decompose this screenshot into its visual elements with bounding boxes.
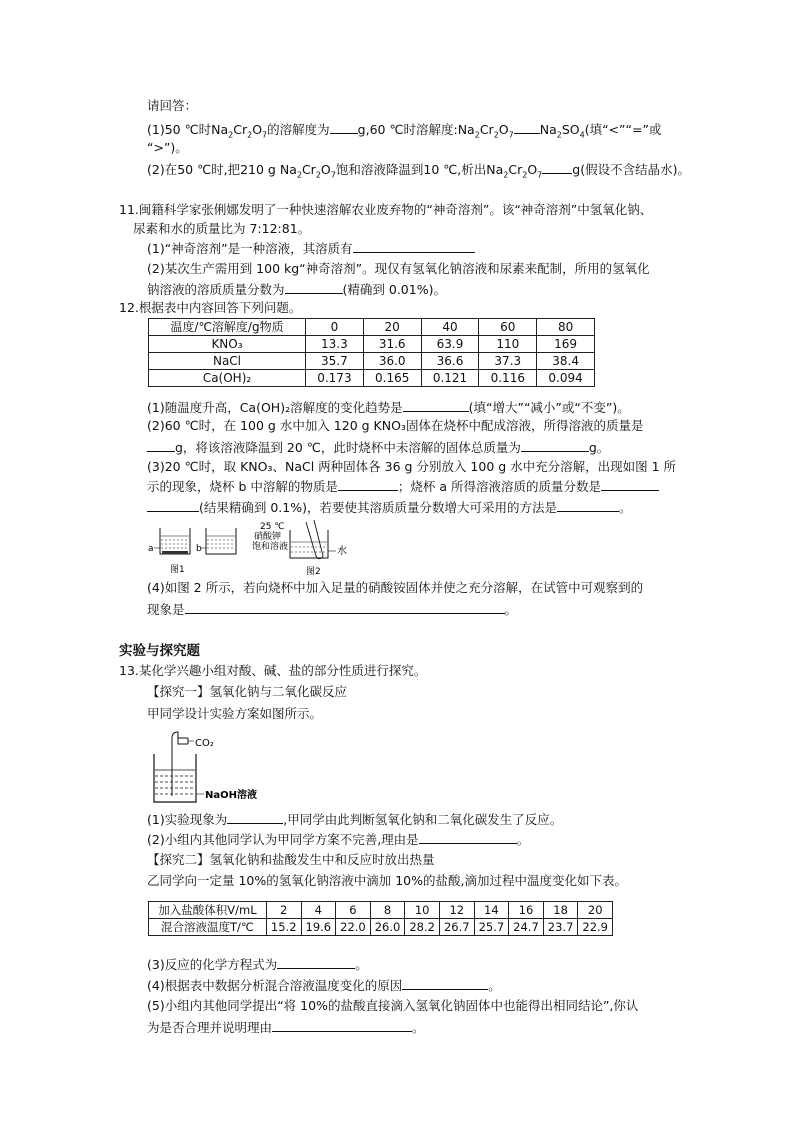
q11-part2: (2)某次生产需用到 100 kg“神奇溶剂”。现仅有氢氧化钠溶液和尿素来配制，所用的氢氧化 [147, 261, 650, 276]
q13-part5-cont: 为是否合理并说明理由 。 [147, 1020, 425, 1035]
beaker-a-icon [160, 528, 190, 554]
beaker-figures [148, 520, 358, 580]
q12-answer-blank-2[interactable] [147, 439, 175, 452]
beaker-b-icon [206, 528, 236, 554]
temp-label: 25 ℃ [260, 522, 285, 532]
salt-label-2: 饱和溶液 [252, 542, 289, 552]
q12-part3: (3)20 ℃时，取 KNO₃、NaCl 两种固体各 36 g 分别放入 100 g 水中充分溶解，出现如图 1 所 [147, 459, 677, 474]
test-tube-beaker-icon [290, 520, 328, 559]
q12-part2-cont: g，将该溶液降温到 20 ℃，此时烧杯中未溶解的固体总质量为 g。 [147, 439, 609, 456]
q13-answer-blank-1[interactable] [227, 811, 283, 824]
table-row: 加入盐酸体积V/mL 2 4 6 8 10 12 14 16 18 20 [149, 902, 613, 919]
q12-part3-cont: 示的现象，烧杯 b 中溶解的物质是 ；烧杯 a 所得溶液溶质的质量分数是 [147, 478, 659, 495]
q12-title: 12.根据表中内容回答下列问题。 [119, 300, 302, 315]
q12-part3-cont2: (结果精确到 0.1%)，若要使其溶质质量分数增大可采用的方法是 。 [147, 499, 632, 516]
q12-answer-blank-3[interactable] [521, 439, 589, 452]
table-row: NaCl 35.7 36.0 36.6 37.3 38.4 [149, 353, 595, 370]
q12-answer-blank-7[interactable] [557, 499, 619, 512]
naoh-apparatus [148, 724, 278, 804]
q13-part1: (1)实验现象为 ,甲同学由此判断氢氧化钠和二氧化碳发生了反应。 [147, 812, 563, 827]
q10-answer-blank-3[interactable] [542, 161, 572, 174]
q10-answer-blank-1[interactable] [330, 121, 358, 134]
q13-explore2: 【探究二】氢氧化钠和盐酸发生中和反应时放出热量 [147, 852, 435, 867]
beaker-tube-icon [154, 732, 196, 802]
q10-answer-blank-2[interactable] [514, 121, 540, 134]
q13-explore1: 【探究一】氢氧化钠与二氧化碳反应 [147, 684, 348, 699]
q12-answer-blank-5[interactable] [601, 478, 659, 491]
section-title: 实验与探究题 [119, 643, 200, 659]
q10-part1-cont: “>”)。 [147, 140, 188, 155]
q11-stem-1: 11.闽籍科学家张俐娜发明了一种快速溶解农业废弃物的“神奇溶剂”。该“神奇溶剂”中氢氧化钠、 [119, 202, 653, 217]
solubility-table [148, 318, 595, 387]
salt-label-1: 硝酸钾 [254, 532, 282, 542]
q11-part2-cont: 钠溶液的溶质质量分数为 (精确到 0.01%)。 [147, 282, 446, 297]
q13-answer-blank-2[interactable] [419, 831, 517, 844]
q10-part2: (2)在50 ℃时,把210 g $Na_2Cr_2O_7$饱和溶液降温到10 ℃,析出$Na_2Cr_2O_7$ g(假设不含结晶水)。 [147, 162, 690, 180]
table-row: 温度/℃溶解度/g物质 0 20 40 60 80 [149, 319, 595, 336]
q10-part1: (1)50 ℃时$Na_2Cr_2O_7$的溶解度为 g,60 ℃时溶解度$:Na_2Cr_2O_7$ $Na_2SO_4$(填“<”“=”或 [147, 122, 662, 140]
co2-label: CO₂ [195, 738, 214, 749]
q11-answer-blank-1[interactable] [353, 240, 475, 253]
q13-part2: (2)小组内其他同学认为甲同学方案不完善,理由是 。 [147, 832, 530, 847]
q12-answer-blank-8[interactable] [185, 601, 505, 614]
q13-part3: (3)反应的化学方程式为 。 [147, 957, 368, 972]
water-label: 水 [337, 546, 347, 557]
q10-intro: 请回答： [147, 98, 198, 113]
q13-part5: (5)小组内其他同学提出“将 10%的盐酸直接滴入氢氧化钠固体中也能得出相同结论”,你认 [147, 998, 639, 1013]
naoh-label: NaOH溶液 [205, 790, 257, 801]
q12-part4-cont: 现象是 。 [147, 602, 518, 617]
q13-part4: (4)根据表中数据分析混合溶液温度变化的原因 。 [147, 978, 501, 993]
beaker-b-label: b [196, 544, 202, 554]
beaker-a-label: a [148, 544, 154, 554]
table-row: 混合溶液温度T/℃ 15.2 19.6 22.0 26.0 28.2 26.7 25.7 24.7 23.7 22.9 [149, 919, 613, 936]
table-row: KNO₃ 13.3 31.6 63.9 110 169 [149, 336, 595, 353]
q12-answer-blank-1[interactable] [403, 399, 469, 412]
q13-answer-blank-5[interactable] [272, 1019, 412, 1032]
q11-stem-2: 尿素和水的质量比为 7:12:81。 [133, 221, 311, 236]
q12-part1: (1)随温度升高，Ca(OH)₂溶解度的变化趋势是 (填“增大”“减小”或“不变”)。 [147, 400, 630, 415]
q13-answer-blank-3[interactable] [277, 956, 355, 969]
q11-part1: (1)“神奇溶剂”是一种溶液，其溶质有 [147, 240, 475, 257]
q11-answer-blank-2[interactable] [285, 281, 343, 294]
table-row: Ca(OH)₂ 0.173 0.165 0.121 0.116 0.094 [149, 370, 595, 387]
temperature-table [148, 901, 613, 936]
q12-part4: (4)如图 2 所示，若向烧杯中加入足量的硝酸铵固体并使之充分溶解，在试管中可观察到的 [147, 580, 644, 595]
q13-title: 13.某化学兴趣小组对酸、碱、盐的部分性质进行探究。 [119, 663, 427, 678]
q12-answer-blank-6[interactable] [147, 499, 199, 512]
figure2-caption: 图2 [306, 567, 321, 577]
q13-explore1-desc: 甲同学设计实验方案如图所示。 [147, 706, 323, 721]
q13-answer-blank-4[interactable] [402, 977, 488, 990]
figure1-caption: 图1 [170, 565, 185, 575]
q12-answer-blank-4[interactable] [338, 478, 398, 491]
q13-explore2-desc: 乙同学向一定量 10%的氢氧化钠溶液中滴加 10%的盐酸,滴加过程中温度变化如下表。 [147, 873, 627, 888]
q12-part2: (2)60 ℃时，在 100 g 水中加入 120 g KNO₃固体在烧杯中配成溶液，所得溶液的质量是 [147, 418, 644, 433]
